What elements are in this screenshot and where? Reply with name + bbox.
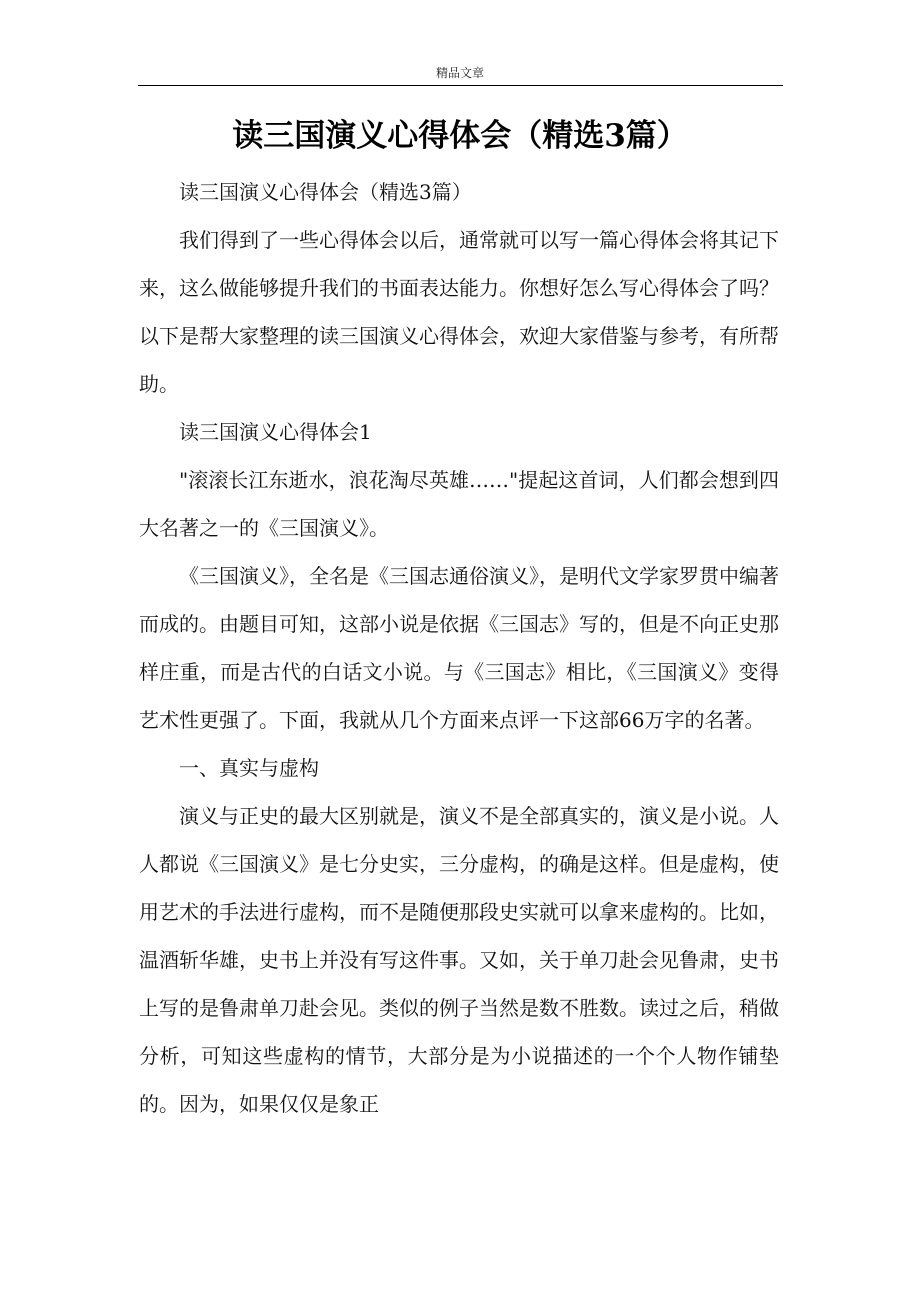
page-header-label: 精品文章 <box>435 66 484 80</box>
subsection-heading: 一、真实与虚构 <box>179 756 319 780</box>
body-paragraph: 演义与正史的最大区别就是，演义不是全部真实的，演义是小说。人人都说《三国演义》是七分史实，三分虚构，的确是这样。但是虚构，使用艺术的手法进行虚构，而不是随便那段史实就可以拿来虚构的。比如，温酒斩华雄，史书上并没有写这件事。又如，关于单刀赴会见鲁肃，史书上写的是鲁肃单刀赴会见。类似的例子当然是数不胜数。读过之后，稍做分析，可知这些虚构的情节，大部分是为小说描述的一个个人物作铺垫的。因为，如果仅仅是象正 <box>139 804 779 1116</box>
document-title: 读三国演义心得体会（精选3篇） <box>232 118 688 154</box>
body-paragraph: 《三国演义》，全名是《三国志通俗演义》，是明代文学家罗贯中编著而成的。由题目可知，这部小说是依据《三国志》写的，但是不向正史那样庄重，而是古代的白话文小说。与《三国志》相比，《三国演义》变得艺术性更强了。下面，我就从几个方面来点评一下这部66万字的名著。 <box>139 564 779 732</box>
subtitle-paragraph: 读三国演义心得体会（精选3篇） <box>179 180 472 204</box>
document-body <box>139 168 779 1128</box>
header-divider <box>138 85 783 86</box>
section-heading: 读三国演义心得体会1 <box>179 420 372 444</box>
body-paragraph: "滚滚长江东逝水，浪花淘尽英雄……"提起这首词，人们都会想到四大名著之一的《三国演义》。 <box>139 468 779 540</box>
intro-paragraph: 我们得到了一些心得体会以后，通常就可以写一篇心得体会将其记下来，这么做能够提升我们的书面表达能力。你想好怎么写心得体会了吗？以下是帮大家整理的读三国演义心得体会，欢迎大家借鉴与参考，有所帮助。 <box>139 228 779 396</box>
